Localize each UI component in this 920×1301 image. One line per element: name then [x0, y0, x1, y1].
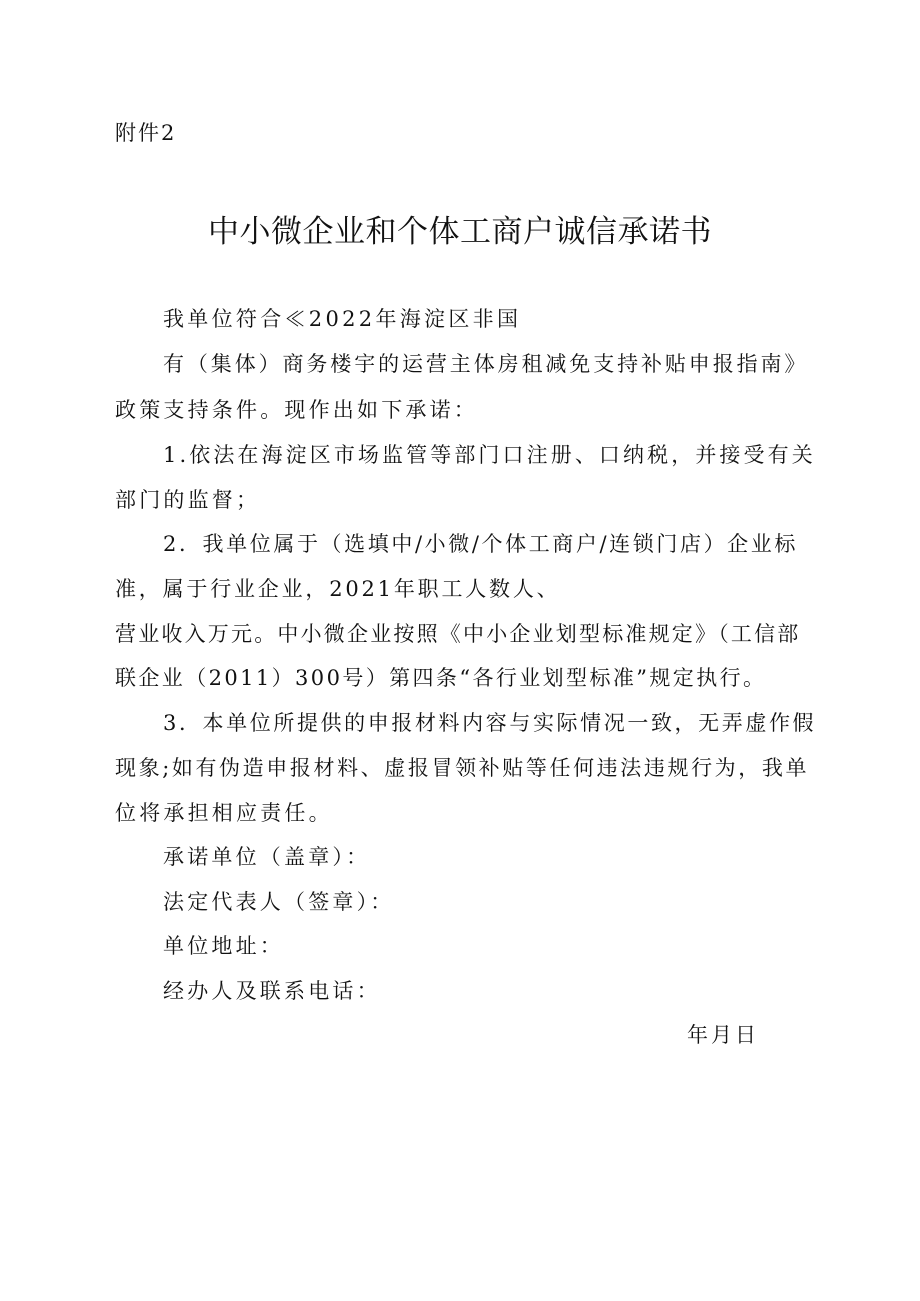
paragraph-line: 我单位符合≪2022年海淀区非国 — [163, 307, 522, 331]
document-title: 中小微企业和个体工商户诚信承诺书 — [208, 214, 712, 250]
paragraph-line: 2．我单位属于（选填中/小微/个体工商户/连锁门店）企业标 — [163, 532, 798, 556]
paragraph-line: 准，属于行业企业，2021年职工人数人、 — [115, 577, 561, 601]
paragraph-line: 现象;如有伪造申报材料、虚报冒领补贴等任何违法违规行为，我单 — [115, 756, 810, 780]
paragraph-line: 联企业（2011）300号）第四条“各行业划型标准”规定执行。 — [115, 666, 767, 690]
paragraph-line: 1.依法在海淀区市场监管等部门口注册、口纳税，并接受有关 — [163, 443, 816, 467]
legal-representative-label: 法定代表人（签章）： — [163, 890, 395, 914]
unit-address-label: 单位地址： — [163, 934, 284, 958]
paragraph-line: 位将承担相应责任。 — [115, 801, 333, 825]
paragraph-line: 部门的监督； — [115, 488, 261, 512]
paragraph-line: 3．本单位所提供的申报材料内容与实际情况一致，无弄虚作假 — [163, 711, 817, 735]
paragraph-line: 政策支持条件。现作出如下承诺： — [115, 398, 478, 422]
attachment-label: 附件2 — [115, 121, 177, 145]
date-line: 年月日 — [687, 1023, 759, 1047]
contact-person-label: 经办人及联系电话： — [163, 979, 381, 1003]
unit-seal-label: 承诺单位（盖章）： — [163, 845, 371, 869]
paragraph-line: 营业收入万元。中小微企业按照《中小企业划型标准规定》（工信部 — [115, 622, 801, 646]
paragraph-line: 有（集体）商务楼宇的运营主体房租减免支持补贴申报指南》 — [163, 352, 809, 376]
